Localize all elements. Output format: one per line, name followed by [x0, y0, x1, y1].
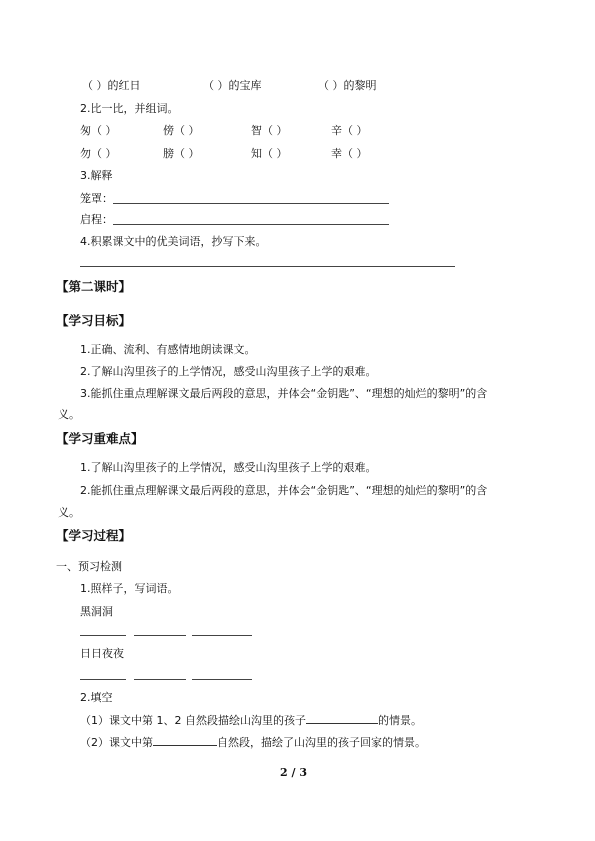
process-heading: 【学习过程】 [56, 528, 132, 543]
practice-2-title: 2.填空 [80, 691, 113, 704]
compare-cell: 傍（ ） [163, 124, 200, 137]
keypoint-item: 2.能抓住重点理解课文最后两段的意思，并体会“金钥匙”、“理想的灿烂的黎明”的含 [80, 484, 488, 497]
fill-text: （2）课文中第 [80, 736, 153, 749]
example-word: 日日夜夜 [80, 647, 124, 660]
question-4-title: 4.积累课文中的优美词语，抄写下来。 [80, 235, 267, 248]
goal-item-continued: 义。 [58, 408, 80, 421]
answer-line[interactable] [113, 224, 389, 225]
answer-line[interactable] [80, 679, 126, 680]
practice-1-title: 1.照样子，写词语。 [80, 582, 179, 595]
answer-line[interactable] [192, 679, 252, 680]
section-1-title: 一、预习检测 [56, 560, 122, 573]
key-points-heading: 【学习重难点】 [56, 431, 144, 446]
compare-cell: 知（ ） [251, 147, 288, 160]
example-word: 黑洞洞 [80, 605, 113, 618]
top-row-item-3: （ ）的黎明 [318, 79, 377, 92]
answer-line[interactable] [192, 635, 252, 636]
keypoint-item: 1.了解山沟里孩子的上学情况，感受山沟里孩子上学的艰难。 [80, 461, 377, 474]
question-3-title: 3.解释 [80, 169, 113, 182]
question-2-title: 2.比一比，并组词。 [80, 102, 179, 115]
compare-cell: 勿（ ） [80, 147, 117, 160]
fill-text: 的情景。 [378, 714, 422, 727]
keypoint-item-continued: 义。 [58, 506, 80, 519]
fill-text: （1）课文中第 1、2 自然段描绘山沟里的孩子 [80, 714, 306, 727]
goal-item: 3.能抓住重点理解课文最后两段的意思，并体会“金钥匙”、“理想的灿烂的黎明”的含 [80, 387, 488, 400]
goal-item: 2.了解山沟里孩子的上学情况，感受山沟里孩子上学的艰难。 [80, 365, 377, 378]
fill-blank[interactable] [306, 713, 378, 724]
fill-item-1 [80, 713, 422, 729]
lesson-2-heading: 【第二课时】 [56, 279, 132, 294]
top-row-item-2: （ ）的宝库 [203, 79, 262, 92]
goal-item: 1.正确、流利、有感情地朗读课文。 [80, 343, 256, 356]
fill-text: 自然段，描绘了山沟里的孩子回家的情景。 [217, 736, 426, 749]
compare-cell: 匆（ ） [80, 124, 117, 137]
compare-cell: 幸（ ） [331, 147, 368, 160]
compare-cell: 智（ ） [251, 124, 288, 137]
learning-goals-heading: 【学习目标】 [56, 313, 132, 328]
compare-cell: 膀（ ） [163, 147, 200, 160]
page-number: 2 / 3 [280, 766, 307, 779]
answer-line[interactable] [134, 679, 186, 680]
fill-item-2 [80, 735, 426, 751]
answer-line[interactable] [134, 635, 186, 636]
answer-line[interactable] [80, 266, 455, 267]
answer-line[interactable] [80, 635, 126, 636]
compare-cell: 辛（ ） [331, 124, 368, 137]
answer-line[interactable] [113, 203, 389, 204]
top-row-item-1: （ ）的红日 [82, 79, 141, 92]
explain-term: 启程： [80, 213, 113, 226]
explain-term: 笼罩： [80, 192, 113, 205]
fill-blank[interactable] [153, 735, 217, 746]
